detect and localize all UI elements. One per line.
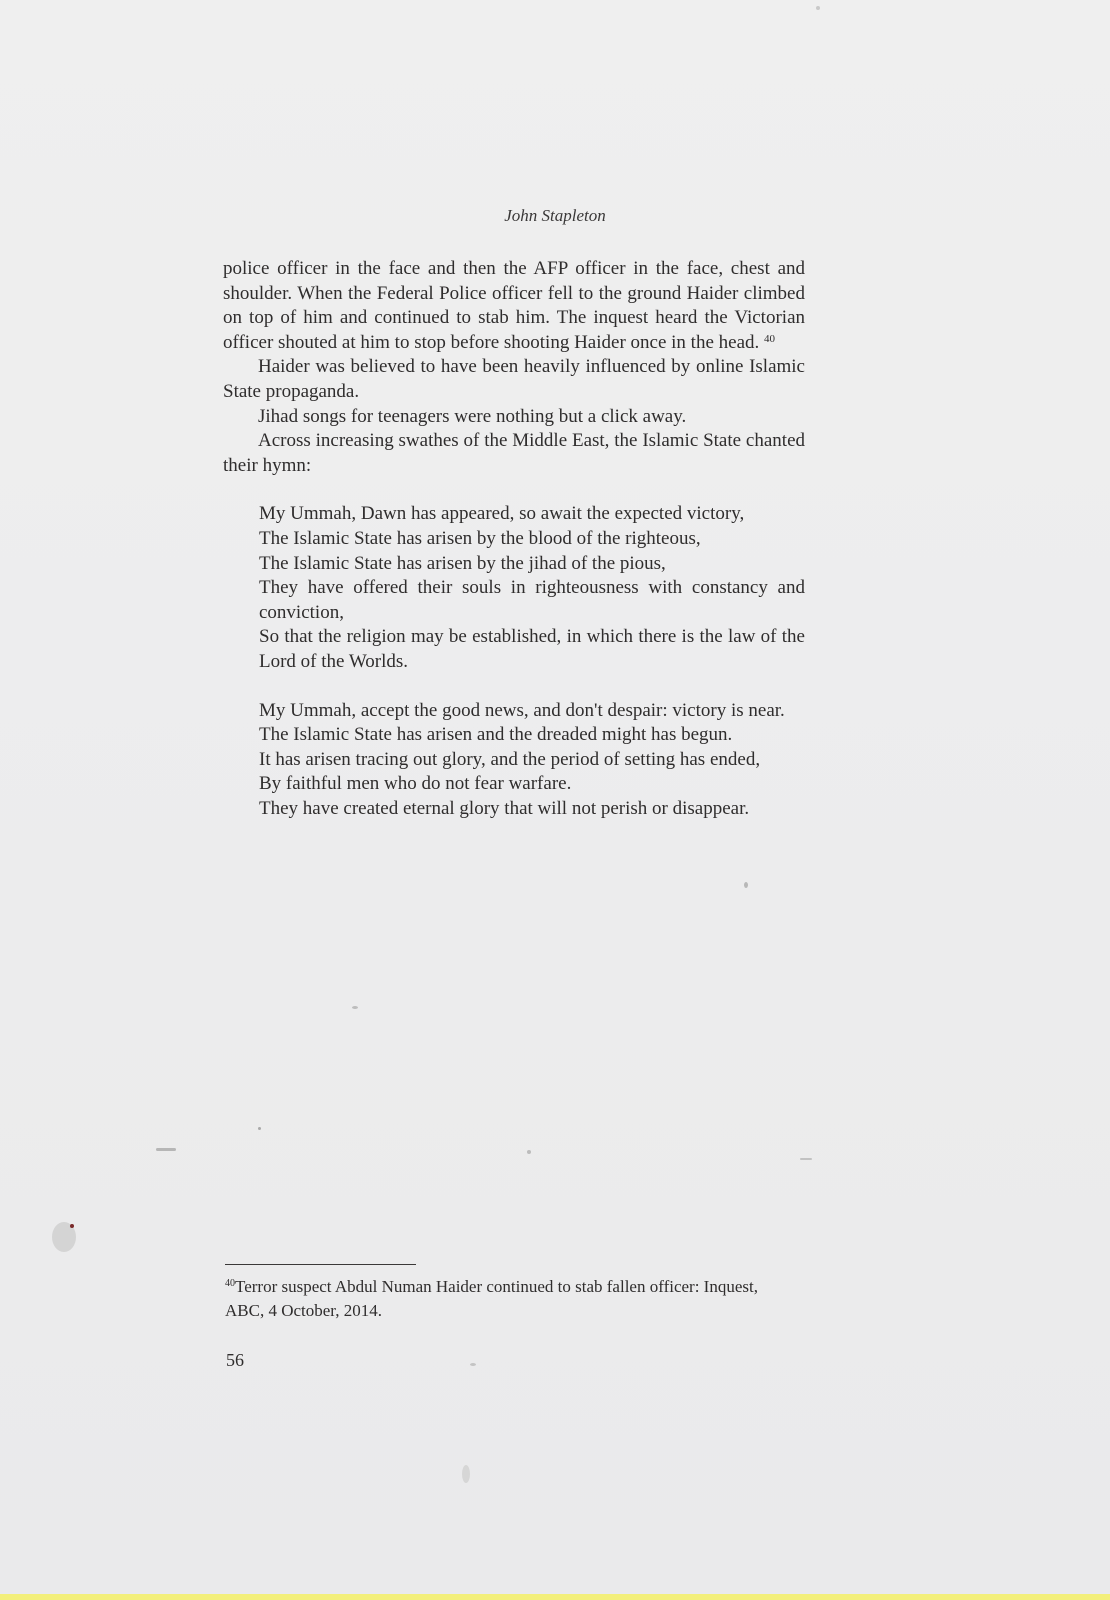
footnote-number: 40 <box>225 1278 235 1289</box>
poem-line: The Islamic State has arisen by the jihad of the pious, <box>259 552 666 574</box>
poem-line: The Islamic State has arisen and the dreaded might has begun. <box>259 724 733 746</box>
paper-speck <box>470 1363 476 1366</box>
body-text <box>223 257 805 845</box>
poem-line: It has arisen tracing out glory, and the period of setting has ended, <box>259 748 761 770</box>
footnote-text: Terror suspect Abdul Numan Haider continued to stab fallen officer: Inquest, ABC, 4 October, 2014. <box>225 1277 758 1320</box>
poem-line: The Islamic State has arisen by the blood of the righteous, <box>259 527 701 549</box>
page-number: 56 <box>226 1350 244 1370</box>
paper-speck <box>352 1006 358 1009</box>
paper-speck <box>258 1127 261 1130</box>
poem-line: By faithful men who do not fear warfare. <box>259 773 572 795</box>
poem-line: My Ummah, Dawn has appeared, so await the expected victory, <box>259 503 745 525</box>
poem-line: My Ummah, accept the good news, and don't despair: victory is near. <box>259 699 785 721</box>
running-head: John Stapleton <box>504 206 606 225</box>
footnote <box>225 1275 785 1323</box>
poem-line: They have offered their souls in righteousness with constancy and conviction, <box>259 577 805 623</box>
poem-line: So that the religion may be established, in which there is the law of the Lord of the Worlds. <box>259 626 805 672</box>
paper-speck <box>156 1148 176 1151</box>
paragraph: Haider was believed to have been heavily influenced by online Islamic State propaganda. <box>223 356 805 402</box>
paragraph-text: police officer in the face and then the AFP officer in the face, chest and shoulder. When the Federal Police officer fell to the ground Haider climbed on top of him and continued to stab him. The inquest heard the Victorian officer shouted at him to stop before shooting Haider once in the head. <box>223 258 805 353</box>
poem-line: They have created eternal glory that will not perish or disappear. <box>259 797 750 819</box>
paper-speck <box>70 1224 74 1228</box>
poem-stanza <box>259 699 805 822</box>
paper-speck <box>527 1150 531 1154</box>
paragraph <box>223 257 805 355</box>
footnote-divider <box>225 1264 416 1265</box>
footnote-reference: 40 <box>764 332 775 345</box>
hymn-poem <box>223 502 805 821</box>
poem-stanza <box>259 502 805 674</box>
paper-speck <box>462 1465 470 1483</box>
scan-edge-strip <box>0 1594 1110 1600</box>
paper-speck <box>744 882 748 888</box>
paragraph: Jihad songs for teenagers were nothing but a click away. <box>258 405 687 427</box>
paper-speck <box>816 6 820 10</box>
paper-speck <box>800 1158 812 1160</box>
paragraph: Across increasing swathes of the Middle East, the Islamic State chanted their hymn: <box>223 430 805 476</box>
